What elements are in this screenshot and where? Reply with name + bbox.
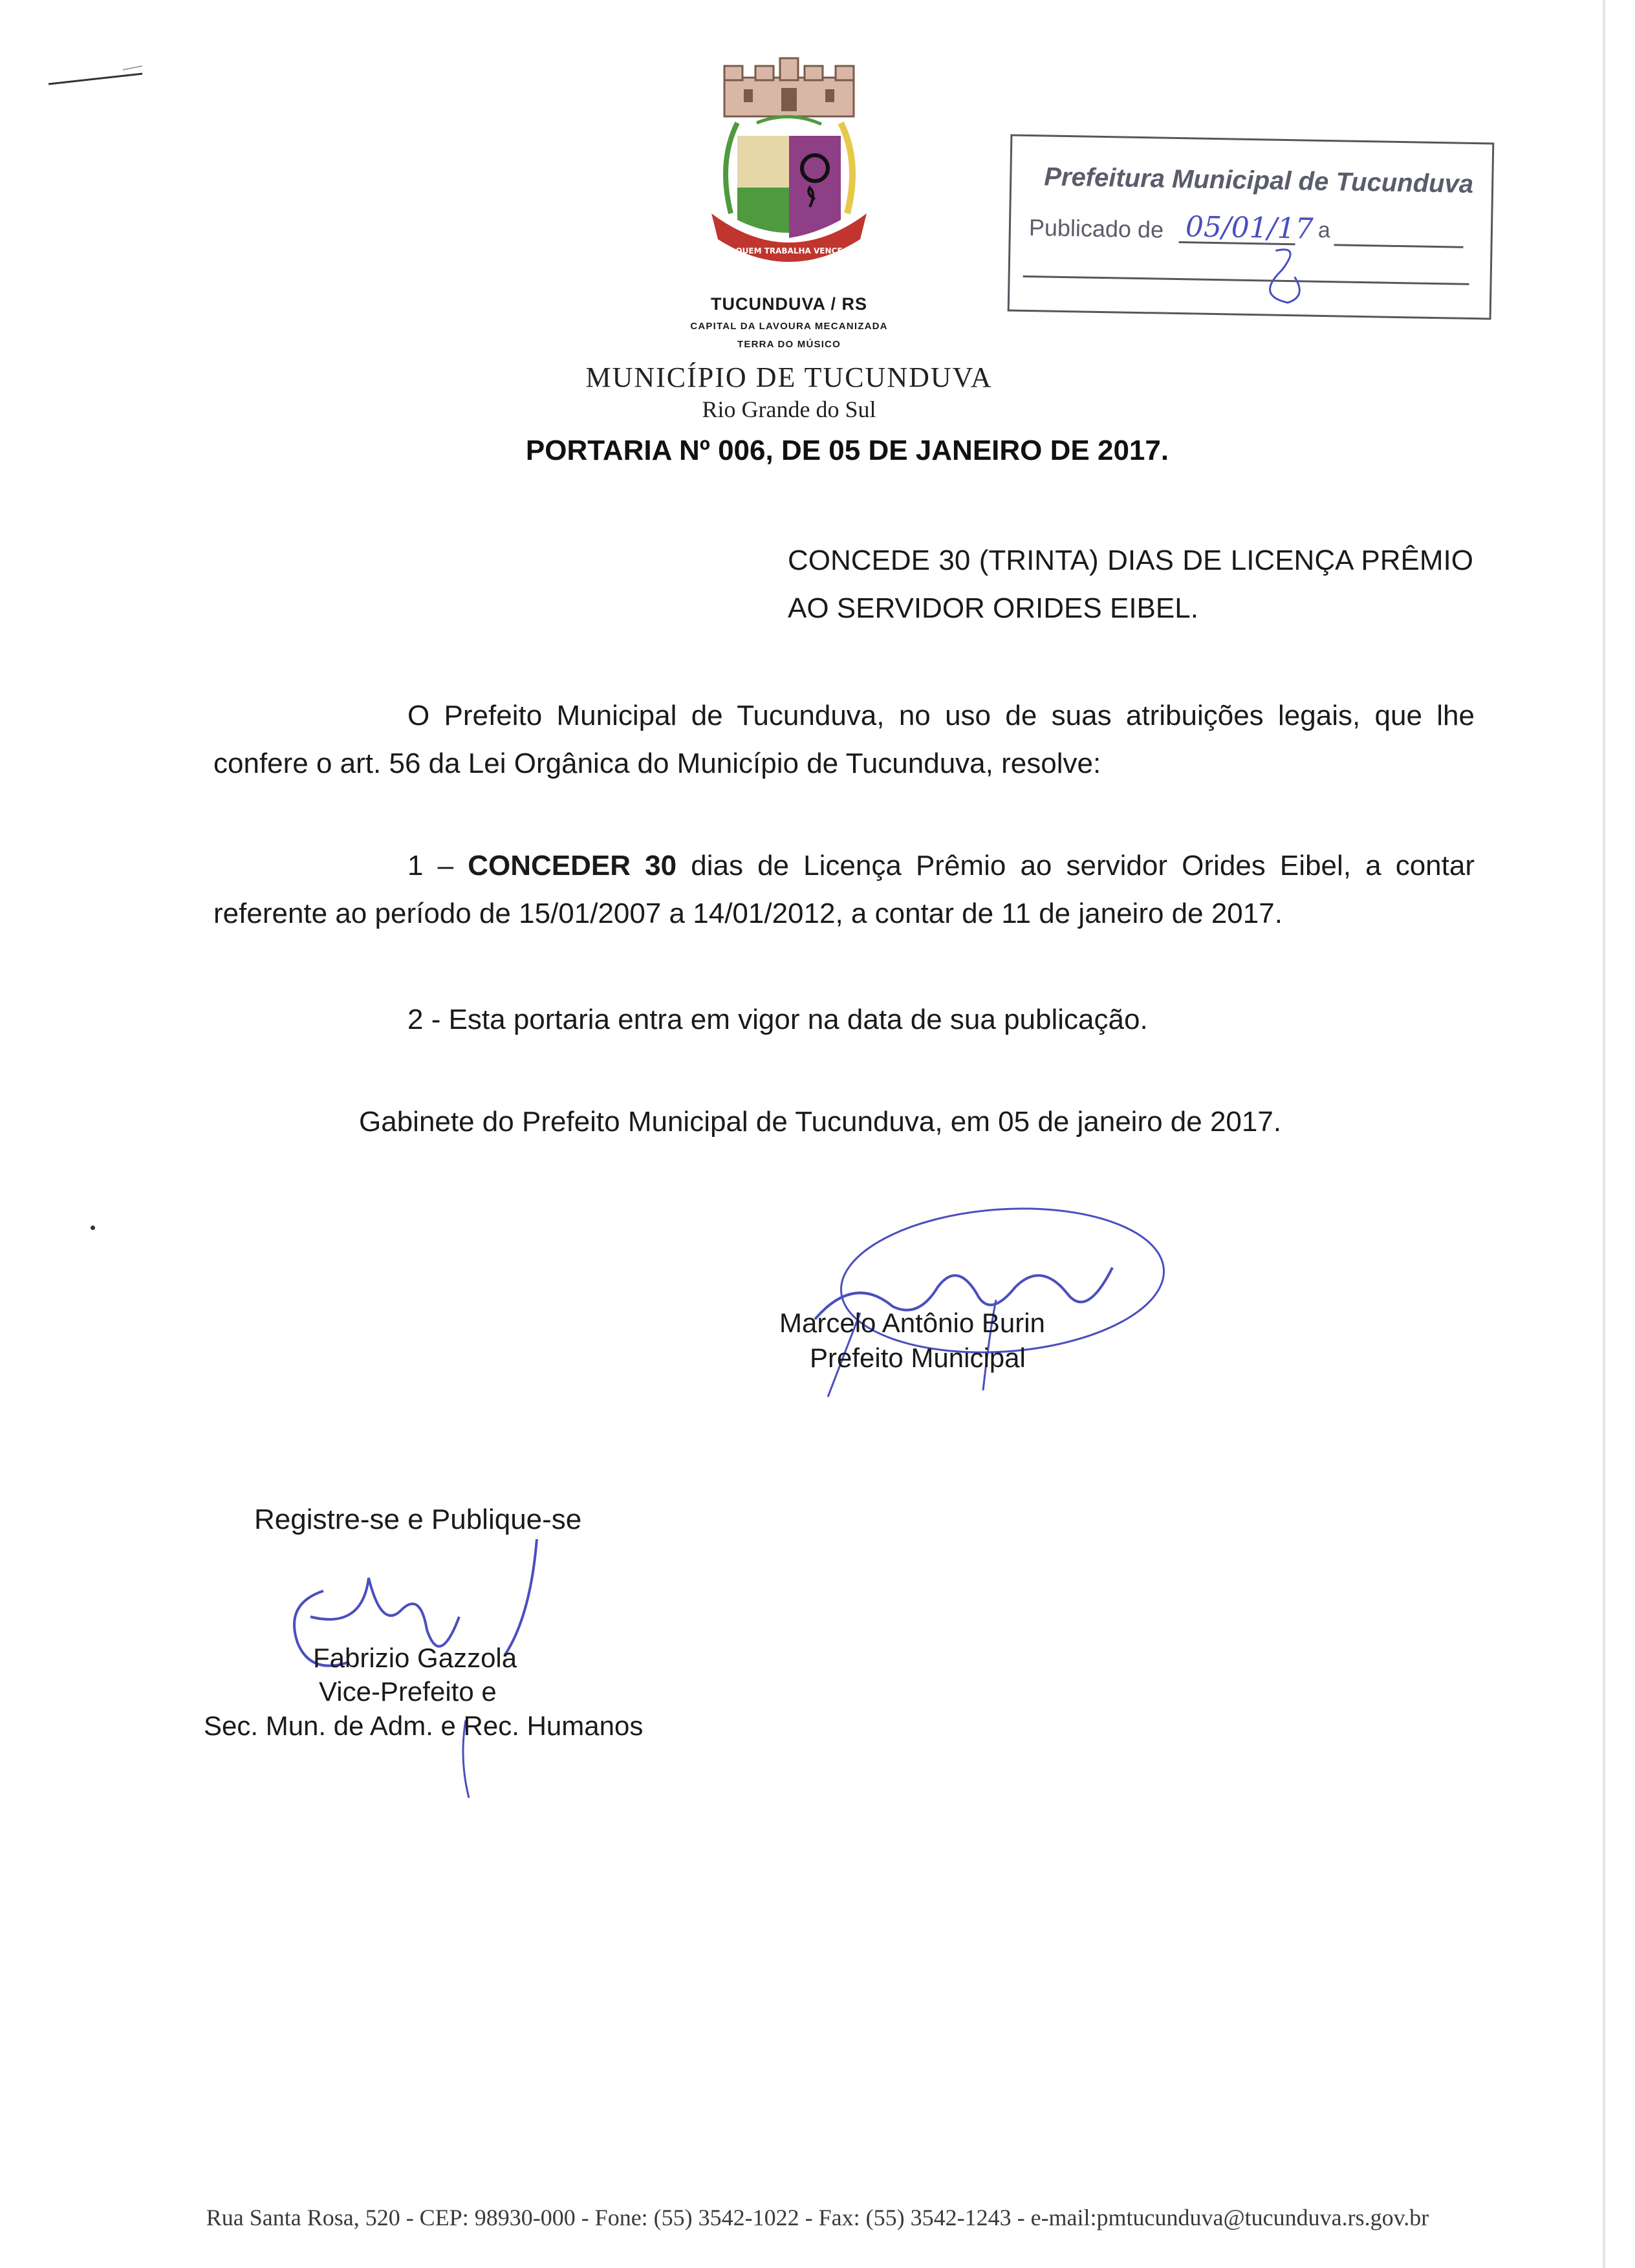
stamp-to-label: a [1317, 217, 1331, 243]
footer-address: Rua Santa Rosa, 520 - CEP: 98930-000 - Fone: (55) 3542-1022 - Fax: (55) 3542-1243 - e-mail:pmtucunduva@tucunduva.rs.gov.br [206, 2205, 1429, 2230]
svg-text:05/01/17: 05/01/17 [1185, 210, 1314, 246]
mayor-name: Marcelo Antônio Burin [779, 1308, 1045, 1338]
register-publish-label: Registre-se e Publique-se [254, 1504, 582, 1535]
city-state-label: TUCUNDUVA / RS [711, 294, 867, 314]
pen-mark [45, 65, 149, 91]
article-2: 2 - Esta portaria entra em vigor na data de sua publicação. [407, 1004, 1148, 1035]
article-1-number: 1 – [407, 850, 468, 881]
article-1-keyword: CONCEDER 30 [468, 850, 677, 881]
document-summary: CONCEDE 30 (TRINTA) DIAS DE LICENÇA PRÊMIO AO SERVIDOR ORIDES EIBEL. [788, 545, 1473, 624]
article-1 [213, 842, 1475, 938]
vice-mayor-title: Vice-Prefeito e [319, 1676, 497, 1707]
municipality-name: MUNICÍPIO DE TUCUNDUVA [585, 362, 993, 393]
article-1-text: dias de Licença Prêmio ao servidor Orides Eibel, a contar referente ao período de 15/01/2007 a 14/01/2012, a contar de 11 de janeiro de 2017. [213, 850, 1475, 929]
vice-mayor-name: Fabrizio Gazzola [313, 1643, 517, 1673]
speck [91, 1226, 95, 1230]
page-edge-shadow [1603, 0, 1605, 2268]
vice-mayor-secretary-title: Sec. Mun. de Adm. e Rec. Humanos [204, 1711, 644, 1741]
mayor-title: Prefeito Municipal [810, 1343, 1026, 1373]
stamp-title: Prefeitura Municipal de Tucunduva [1043, 162, 1474, 199]
intro-paragraph: O Prefeito Municipal de Tucunduva, no uso de suas atribuições legais, que lhe confere o art. 56 da Lei Orgânica do Município de Tucunduva, resolve: [213, 700, 1475, 779]
municipal-crest-icon [698, 52, 880, 304]
svg-text:QUEM TRABALHA VENCE: QUEM TRABALHA VENCE [735, 246, 843, 255]
closing-line: Gabinete do Prefeito Municipal de Tucunduva, em 05 de janeiro de 2017. [359, 1106, 1282, 1138]
stamp-handwritten-date [1171, 197, 1367, 317]
document-title: PORTARIA Nº 006, DE 05 DE JANEIRO DE 2017. [525, 435, 1169, 466]
slogan-line-2: TERRA DO MÚSICO [737, 339, 841, 350]
state-name: Rio Grande do Sul [702, 396, 876, 422]
slogan-line-1: CAPITAL DA LAVOURA MECANIZADA [690, 321, 888, 332]
stamp-published-label: Publicado de [1028, 214, 1164, 243]
vice-mayor-signature-icon [272, 1539, 569, 1811]
publication-stamp [1008, 134, 1495, 319]
